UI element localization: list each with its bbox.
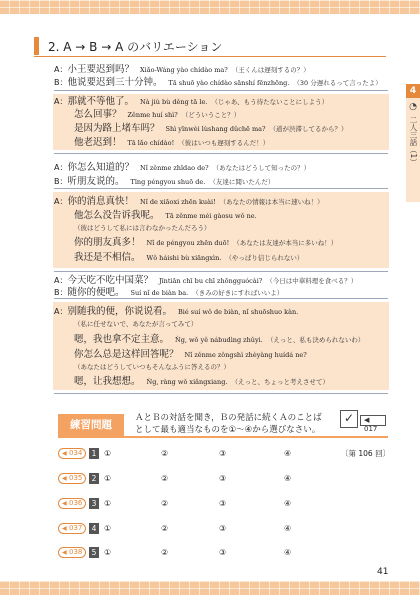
hanzi-text: 他怎么没告诉我呢。 [74,210,160,221]
divider [54,393,388,394]
answer-option[interactable]: ① [104,524,112,533]
ear-icon: ◔ [409,102,417,112]
answer-option[interactable]: ④ [284,524,292,533]
section-title: 2. A → B → A のバリエーション [48,40,223,54]
dialog-line [74,318,197,330]
pinyin-text: Wǒ háishi bù xiāngxìn. [146,254,222,262]
dialog-line [54,162,310,174]
hanzi-text: 你的朋友真多！ [74,237,141,248]
speaker-label: A： [54,197,68,206]
answer-option[interactable]: ② [161,474,169,483]
exam-source: 〔第 106 回〕 [341,449,391,458]
dialog-line [74,210,261,222]
dialog-line [74,349,311,361]
dialog-line [74,123,347,135]
hanzi-text: 小王要迟到吗？ [67,64,134,75]
question-number: 1 [89,448,99,459]
japanese-gloss: （じゃあ、もう待たないことにしよう） [211,98,329,106]
hanzi-text: 他说要迟到三十分钟。 [67,77,163,88]
answer-option[interactable]: ③ [219,449,227,458]
dialog-line [74,361,230,373]
question-row [58,523,388,535]
hanzi-text: 今天吃不吃中国菜？ [67,275,153,286]
question-number: 4 [89,523,99,534]
answer-option[interactable]: ① [104,548,112,557]
track-number: 038 [69,548,83,556]
japanese-gloss: （きみの好きにすればいいよ） [192,289,284,297]
japanese-gloss: （やっぱり信じられない） [225,254,304,262]
play-icon: ◀ [62,525,67,532]
track-number: 035 [69,474,83,482]
dialog-line [54,64,310,76]
question-number: 5 [89,547,99,558]
speaker-label: A： [54,65,68,74]
dialog-line [74,109,240,121]
japanese-gloss: （彼はどうして私には言わなかったんだろう） [74,224,211,232]
pinyin-text: Jīntiān chī bu chī zhōngguócài? [159,277,263,285]
practice-instruction [135,412,322,436]
dialog-line [54,77,382,89]
track-number: 037 [69,524,83,532]
instruction-line: ＡとＢの対話を聞き，Ｂの発話に続くＡのことば [135,413,322,423]
dialog-line [54,176,274,188]
hanzi-text: 嗯，让我想想。 [74,376,141,387]
hanzi-text: 我还是不相信。 [74,252,141,263]
play-icon: ◀ [62,500,67,507]
question-number: 2 [89,473,99,484]
pinyin-text: Shì yīnwèi lùshang dǔchē ma? [165,125,266,133]
pinyin-text: Suí nǐ de biàn ba. [130,289,189,297]
dialog-line [74,376,329,388]
track-number: 034 [69,449,83,457]
question-number: 3 [89,498,99,509]
hanzi-text: 是因为路上堵车吗？ [74,123,160,134]
pinyin-text: Nà jiù bù děng tā le. [140,98,208,106]
play-icon: ◀ [62,475,67,482]
japanese-gloss: （友達に聞いたんだ） [209,178,275,186]
answer-option[interactable]: ① [104,449,112,458]
audio-reference [340,410,386,433]
hanzi-text: 你怎么总是这样回答呢？ [74,349,179,360]
decorative-border-bottom [0,581,420,595]
instruction-line: として最も適当なものを①～④から選びなさい。 [135,425,321,435]
hanzi-text: 听朋友说的。 [67,176,125,187]
japanese-gloss: （あなたの情報は本当に速いね！） [219,198,324,206]
dialog-line [74,252,303,264]
japanese-gloss: （30 分遅れるって言ったよ） [293,79,382,87]
practice-underline [58,436,388,438]
hanzi-text: 随你的便吧。 [67,287,125,298]
hanzi-text: 你的消息真快！ [67,196,134,207]
dialog-line [74,334,364,346]
pinyin-text: Nǐ de xiāoxi zhēn kuài! [140,198,216,206]
section-heading [34,37,386,57]
hanzi-text: 他老迟到！ [74,137,122,148]
answer-option[interactable]: ③ [219,499,227,508]
japanese-gloss: （彼はいつも遅刻するんだ！） [178,139,270,147]
answer-option[interactable]: ① [104,499,112,508]
pinyin-text: Nǐ de péngyou zhēn duō! [146,239,230,247]
answer-option[interactable]: ③ [219,548,227,557]
speaker-label: A： [54,276,68,285]
page-number: 41 [377,567,389,577]
dialog-line [74,222,211,234]
pinyin-text: Xiǎo-Wáng yào chídào ma? [140,66,228,74]
answer-option[interactable]: ④ [284,449,292,458]
answer-option[interactable]: ② [161,524,169,533]
pinyin-text: Tā shuō yào chídào sānshí fēnzhōng. [168,79,290,87]
hanzi-text: 你怎么知道的？ [67,162,134,173]
play-icon: ◀ [62,549,67,556]
pinyin-text: Ǹg, wǒ yě nábudìng zhǔyi. [175,336,263,344]
divider [54,188,388,189]
heading-accent-bar [34,37,39,55]
question-row [58,498,388,510]
divider [54,153,388,154]
japanese-gloss: （えっと、私も決められないわ） [266,336,365,344]
answer-option[interactable]: ② [161,548,169,557]
japanese-gloss: （あなたはどうしていつもそんなふうに答えるの？） [74,363,230,371]
question-row [58,448,391,460]
answer-option[interactable]: ① [104,474,112,483]
chapter-label: 二人三話（1） [409,116,418,166]
chapter-number: 4 [406,84,420,98]
dialog-line [54,287,283,299]
answer-option[interactable]: ③ [219,474,227,483]
checkbox-icon: ✓ [340,410,358,428]
answer-option[interactable]: ④ [284,548,292,557]
dialog-line [54,306,302,318]
answer-option[interactable]: ② [161,449,169,458]
japanese-gloss: （私に任せないで、あなたが言ってみて） [74,320,198,328]
speaker-label: B： [54,177,68,186]
pinyin-text: Nǐ zěnme zǒngshì zhèyàng huídá ne? [184,351,307,359]
audio-track-number: 017 [364,425,378,433]
question-row [58,473,388,485]
answer-option[interactable]: ② [161,499,169,508]
audio-track-button[interactable] [58,547,86,558]
speaker-label: B： [54,78,68,87]
audio-track-button[interactable] [58,448,86,459]
hanzi-text: 别随我的便，你说说看。 [67,306,172,317]
audio-track-button[interactable] [58,498,86,509]
dialog-line [74,137,269,149]
japanese-gloss: （今日は中華料理を食べる？） [266,277,358,285]
dialog-line [54,196,324,208]
dialog-line [54,275,357,287]
dialog-line [74,237,337,249]
play-icon: ◀ [62,450,67,457]
hanzi-text: 嗯，我也拿不定主意。 [74,334,170,345]
pinyin-text: Ǹg, ràng wǒ xiǎngxiang. [146,378,228,386]
pinyin-text: Tīng péngyou shuō de. [130,178,206,186]
audio-track-button[interactable] [58,473,86,484]
answer-option[interactable]: ③ [219,524,227,533]
practice-heading: 練習問題 [58,414,124,436]
pinyin-text: Bié suí wǒ de biàn, nǐ shuōshuo kàn. [178,308,299,316]
hanzi-text: 那就不等他了。 [67,96,134,107]
dialog-line [54,96,328,108]
question-row [58,547,388,559]
answer-option[interactable]: ④ [284,499,292,508]
japanese-gloss: （どういうこと？） [181,111,241,119]
pinyin-text: Tā zěnme méi gàosu wǒ ne. [165,212,257,220]
audio-track-tag[interactable]: ◀ 017 [360,415,386,426]
decorative-border-top [0,0,420,14]
speaker-label: A： [54,307,68,316]
answer-option[interactable]: ④ [284,474,292,483]
speaker-label: A： [54,163,68,172]
japanese-gloss: （あなたは友達が本当に多いね！） [233,239,338,247]
japanese-gloss: （王くんは遅刻するの？） [231,66,310,74]
hanzi-text: 怎么回事？ [74,109,122,120]
track-number: 036 [69,499,83,507]
japanese-gloss: （道が渋滞してるから？） [269,125,348,133]
divider [54,90,388,91]
speaker-label: B： [54,288,68,297]
speaker-label: A： [54,97,68,106]
japanese-gloss: （あなたはどうして知ったの？） [212,164,311,172]
pinyin-text: Nǐ zěnme zhīdao de? [140,164,209,172]
pinyin-text: Zěnme huí shì? [127,111,178,119]
audio-track-button[interactable] [58,523,86,534]
pinyin-text: Tā lǎo chídào! [127,139,175,147]
divider [54,271,388,272]
japanese-gloss: （えっと、ちょっと考えさせて） [231,378,329,386]
